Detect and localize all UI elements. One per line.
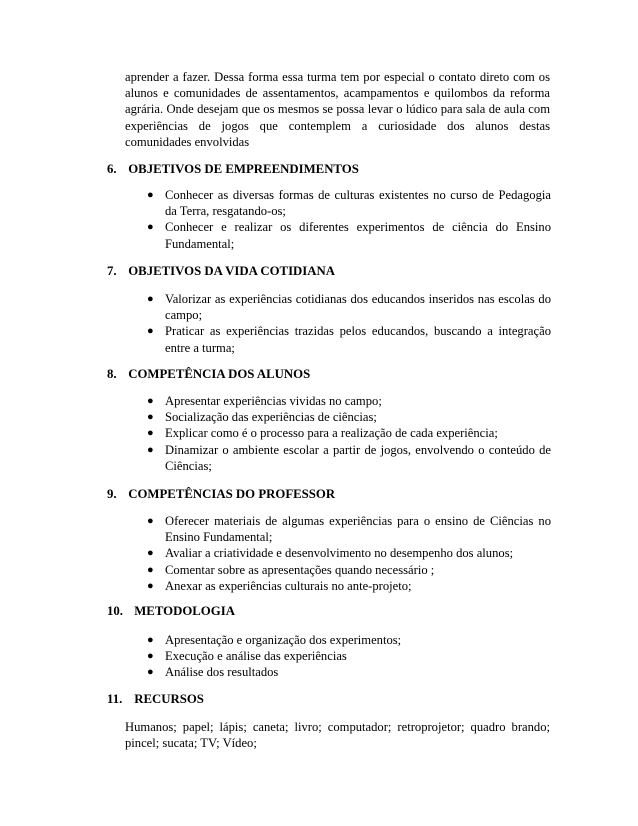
- bullet-icon: ●: [147, 579, 154, 592]
- section-11-heading: [107, 691, 204, 707]
- section-10-heading: [107, 603, 235, 619]
- section-title: OBJETIVOS DA VIDA COTIDIANA: [128, 264, 335, 278]
- list-item: ● Oferecer materiais de algumas experiências para o ensino de Ciências no Ensino Fundamental;: [147, 514, 551, 545]
- bullet-icon: ●: [147, 411, 154, 424]
- bullet-icon: ●: [147, 325, 154, 338]
- list-item: ● Anexar as experiências culturais no ante-projeto;: [147, 578, 412, 593]
- bullet-icon: ●: [147, 666, 154, 679]
- bullet-icon: ●: [147, 634, 154, 646]
- section-6-list: [147, 187, 551, 252]
- resources-paragraph: Humanos; papel; lápis; caneta; livro; computador; retroprojetor; quadro brando; pincel; sucata; TV; Vídeo;: [125, 720, 550, 751]
- list-item: ● Apresentar experiências vividas no campo;: [147, 394, 382, 408]
- section-title: OBJETIVOS DE EMPREENDIMENTOS: [128, 162, 359, 176]
- list-item: ● Dinamizar o ambiente escolar a partir de jogos, envolvendo o conteúdo de Ciências;: [147, 442, 551, 473]
- section-8-list: [147, 393, 551, 474]
- section-7-list: [147, 291, 551, 356]
- section-number: 6.: [107, 162, 117, 176]
- section-6-heading: [107, 161, 359, 177]
- list-item: ● Conhecer e realizar os diferentes experimentos de ciência do Ensino Fundamental;: [147, 220, 551, 251]
- section-title: COMPETÊNCIA DOS ALUNOS: [128, 367, 311, 381]
- list-item: ● Praticar as experiências trazidas pelos educandos, buscando a integração entre a turma;: [147, 324, 551, 355]
- bullet-icon: ●: [147, 221, 154, 234]
- list-item: ● Explicar como é o processo para a realização de cada experiência;: [147, 426, 498, 441]
- list-item: ● Execução e análise das experiências: [147, 649, 347, 664]
- section-7-heading: [107, 263, 335, 279]
- section-9-list: [147, 513, 551, 594]
- section-9-heading: [107, 486, 335, 502]
- list-item: ● Comentar sobre as apresentações quando necessário ;: [147, 562, 435, 577]
- bullet-icon: ●: [147, 547, 154, 560]
- bullet-icon: ●: [147, 427, 154, 440]
- section-number: 7.: [107, 264, 117, 278]
- bullet-icon: ●: [147, 515, 154, 527]
- list-item: ● Conhecer as diversas formas de culturas existentes no curso de Pedagogia da Terra, resgatando-os;: [147, 188, 551, 219]
- list-item: ● Análise dos resultados: [147, 665, 279, 680]
- list-item: ● Valorizar as experiências cotidianas dos educandos inseridos nas escolas do campo;: [147, 292, 551, 323]
- bullet-icon: ●: [147, 395, 154, 407]
- section-title: COMPETÊNCIAS DO PROFESSOR: [128, 487, 336, 501]
- list-item: ● Avaliar a criatividade e desenvolvimento no desempenho dos alunos;: [147, 546, 514, 561]
- list-item: ● Apresentação e organização dos experimentos;: [147, 633, 402, 647]
- section-10-list: [147, 632, 551, 681]
- intro-paragraph: aprender a fazer. Dessa forma essa turma tem por especial o contato direto com os alunos e comunidades de assentamentos, acampamentos e quilombos da reforma agrária. Onde desejam que os mesmos se possa levar o lúdico para sala de aula com experiências de jogos que contemplem a curiosidade dos alunos destas comunidades envolvidas: [125, 70, 550, 149]
- section-number: 9.: [107, 487, 117, 501]
- section-8-heading: [107, 366, 310, 382]
- section-title: METODOLOGIA: [134, 604, 235, 618]
- section-number: 11.: [107, 692, 123, 706]
- section-number: 10.: [107, 604, 123, 618]
- bullet-icon: ●: [147, 443, 154, 456]
- bullet-icon: ●: [147, 293, 154, 305]
- bullet-icon: ●: [147, 189, 154, 201]
- section-title: RECURSOS: [134, 692, 204, 706]
- list-item: ● Socialização das experiências de ciências;: [147, 410, 377, 425]
- section-number: 8.: [107, 367, 117, 381]
- bullet-icon: ●: [147, 650, 154, 663]
- bullet-icon: ●: [147, 563, 154, 576]
